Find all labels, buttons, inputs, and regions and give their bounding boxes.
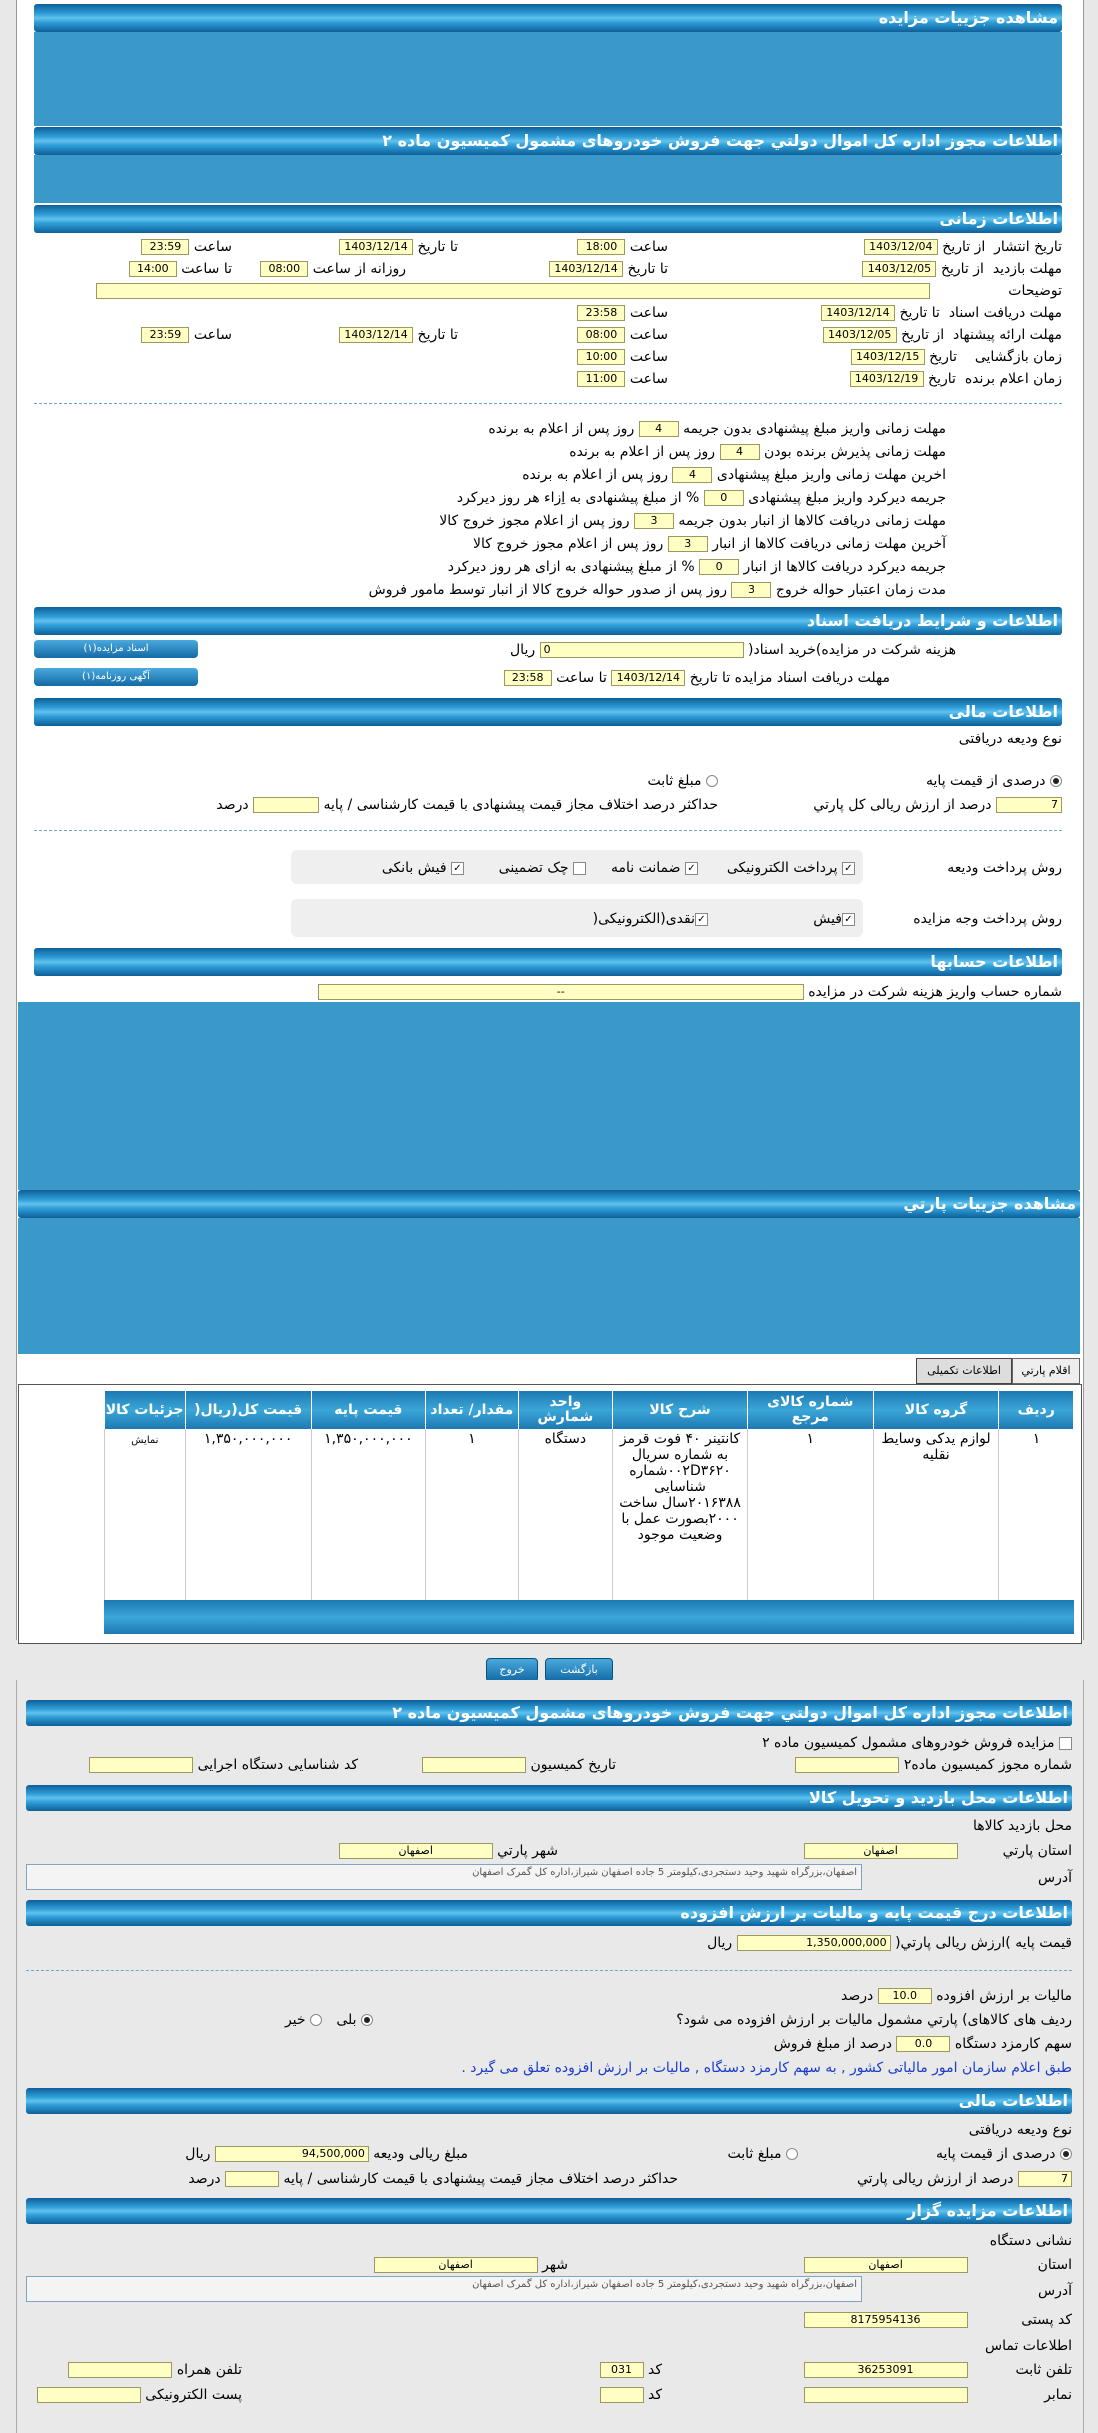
checkbox-icon[interactable]: ✓ [451,862,464,875]
table-cell: دستگاه [518,1429,613,1603]
row-exec-code: کد شناسایی دستگاه اجرایی [89,1757,358,1773]
doc-receive-date: 1403/12/14 [821,305,895,321]
row-max-diff: حداکثر درصد اختلاف مجاز قیمت پیشنهادی با قیمت کارشناسی / پایه درصد [216,797,718,813]
winner-time: 11:00 [577,371,625,387]
section-title-permit: اطلاعات مجوز اداره کل اموال دولتي جهت فروش خودروهای مشمول کمیسیون ماده ۲ [34,127,1062,155]
percent-radio[interactable] [1060,2148,1072,2160]
section-title-auction-details: مشاهده جزییات مزایده [34,4,1062,32]
column-header: قیمت پایه [311,1391,426,1429]
row-publish: تاریخ انتشار از تاریخ 1403/12/04 [864,239,1062,255]
bid-to-time: 23:59 [141,327,189,343]
auction-methods-box [291,899,863,937]
postal-field: 8175954136 [804,2312,968,2328]
row-visit-city: شهر پارتي اصفهان [339,1843,558,1859]
deadline-row: جریمه دیرکرد دریافت کالاها از انبار 0 % از مبلغ پیشنهادی به ازای هر روز دیرکرد [447,559,946,575]
organizer-address-title: نشانی دستگاه [989,2233,1072,2249]
blue-panel [18,1218,1080,1354]
row-commission-date: تاریخ کمیسیون [422,1757,616,1773]
mobile-field [68,2362,172,2378]
section-title-lot: مشاهده جزییات پارتي [18,1190,1080,1218]
table-row [105,1429,1074,1603]
doc-deadline-time: 23:58 [504,670,552,686]
contact-title: اطلاعات تماس [985,2338,1072,2354]
deadline-row: آخرین مهلت زمانی دریافت کالاها از انبار 3 روز پس از اعلام مجوز خروج کالا [473,536,946,552]
row-publish-to: تا تاریخ 1403/12/14 [339,239,458,255]
visit-address-label: آدرس [1038,1870,1072,1886]
table-header-row [105,1391,1074,1429]
winner-date: 1403/12/19 [850,371,924,387]
bid-to-date: 1403/12/14 [339,327,413,343]
section-title-organizer: اطلاعات مزایده گزار [26,2198,1072,2224]
row-doc-receive-deadline: مهلت دریافت اسناد مزایده تا تاریخ 1403/12/14 تا ساعت 23:58 [504,670,890,686]
bid-from-date: 1403/12/05 [823,327,897,343]
option-percent-2[interactable]: درصدی از قیمت پایه [936,2146,1072,2162]
org-province-field: اصفهان [804,2257,968,2273]
checkbox-icon[interactable]: ✓ [685,862,698,875]
checkbox-icon[interactable]: ✓ [695,913,708,926]
row-opening-time: ساعت 10:00 [577,349,668,365]
auction-pay-label: روش پرداخت وجه مزایده [913,911,1062,927]
percent-field-2: 7 [1018,2171,1072,2187]
deposit-type-label-2: نوع ودیعه دریافتی [968,2122,1072,2138]
table-cell: لوازم یدکی وسایط نقلیه [873,1429,999,1603]
row-winner-time: ساعت 11:00 [577,371,668,387]
table-cell: کانتینر ۴۰ فوت قرمز به شماره سریال ۰۰۲D۳۶۲۰شماره شناسایی ۲۰۱۶۳۸۸سال ساخت ۲۰۰۰بصورت عمل با وضعیت موجود [613,1429,748,1603]
opening-date: 1403/12/15 [851,349,925,365]
row-mobile: تلفن همراه [68,2362,242,2378]
row-base-price: قیمت پایه )ارزش ریالی پارتي( 1,350,000,000 ریال [707,1935,1072,1951]
row-visit-daily-to: تا ساعت 14:00 [129,261,232,277]
option-no[interactable]: خیر [285,2012,322,2028]
row-org-city: شهر اصفهان [374,2257,568,2273]
table-footer [104,1600,1074,1634]
row-phone: تلفن ثابت 36253091 [804,2362,1072,2378]
row-visit-to: تا تاریخ 1403/12/14 [549,261,668,277]
visit-city-field: اصفهان [339,1843,493,1859]
row-percent-2: 7 درصد از ارزش ریالی پارتي [857,2171,1072,2187]
deposit-method-electronic[interactable]: ✓ پرداخت الکترونیکی [727,860,855,876]
visit-address-field: اصفهان،بزرگراه شهید وحید دستجردی،کیلومتر 5 جاده اصفهان شیراز،اداره کل گمرک اصفهان [26,1864,862,1890]
row-fax-code: کد [600,2387,662,2403]
row-publish-time: ساعت 18:00 [577,239,668,255]
row-code: کد 031 [600,2362,662,2378]
back-button[interactable]: بازگشت [545,1658,613,1682]
tab-lot-items[interactable]: اقلام پارتي [1012,1358,1080,1384]
column-header: شرح کالا [613,1391,748,1429]
row-permit-checkbox[interactable]: مزایده فروش خودروهای مشمول کمیسیون ماده ۲ [762,1735,1072,1751]
row-vat-question: ردیف های کالاهای) پارتي مشمول مالیات بر ارزش افزوده می شود؟ [676,2012,1072,2028]
permit-no-field [795,1757,899,1773]
checkbox-icon[interactable] [573,862,586,875]
column-header: جزئیات کالا [105,1391,186,1429]
checkbox-icon[interactable]: ✓ [842,862,855,875]
checkbox-icon[interactable]: ✓ [842,913,855,926]
auction-docs-button[interactable]: اسناد مزایده(۱) [34,640,198,658]
section-title-visit: اطلاعات محل بازدید و تحویل کالا [26,1785,1072,1811]
account-field: -- [318,984,804,1000]
row-permit-no: شماره مجوز کمیسیون ماده۲ [795,1757,1072,1773]
auction-method-cash[interactable]: ✓نقدی(الکترونیکی( [593,911,708,927]
vat-field: 10.0 [878,1988,932,2004]
row-notes: توضیحات [96,283,1062,299]
commission-field: 0.0 [896,2036,950,2052]
column-header: واحد شمارش [518,1391,613,1429]
max-diff-field [253,797,319,813]
fax-field [804,2387,968,2403]
column-header: گروه کالا [873,1391,999,1429]
code-field: 031 [600,2362,644,2378]
auction-method-receipt[interactable]: ✓فیش [813,911,855,927]
deadline-row: مهلت زمانی واریز مبلغ پیشنهادی بدون جریمه 4 روز پس از اعلام به برنده [488,421,946,437]
deadline-value-field: 0 [699,559,739,575]
row-postal: کد پستی 8175954136 [804,2312,1072,2328]
deadline-row: اخرین مهلت زمانی واریز مبلغ پیشنهادی 4 روز پس از اعلام به برنده [522,467,946,483]
row-winner: زمان اعلام برنده تاریخ 1403/12/19 [850,371,1062,387]
section-title-time: اطلاعات زمانی [34,205,1062,233]
blue-panel [34,155,1062,203]
deadline-row: مهلت زمانی دریافت کالاها از انبار بدون جریمه 3 روز پس از اعلام مجوز خروج کالا [439,513,946,529]
deadline-value-field: 4 [672,467,712,483]
newspaper-ad-button[interactable]: آگهی روزنامه(۱) [34,668,198,686]
deposit-method-cheque[interactable]: چک تضمینی [499,860,586,876]
row-account: شماره حساب واریز هزینه شرکت در مزایده -- [318,984,1062,1000]
table-body [105,1429,1074,1603]
table-cell: ۱ [999,1429,1074,1603]
row-fax: نمابر [804,2387,1072,2403]
publish-from-date: 1403/12/04 [864,239,938,255]
org-city-field: اصفهان [374,2257,538,2273]
doc-receive-time: 23:58 [577,305,625,321]
deadline-value-field: 3 [634,513,674,529]
table-cell: ۱ [747,1429,873,1603]
notes-field [96,283,930,299]
fixed-radio[interactable] [786,2148,798,2160]
deposit-type-label: نوع ودیعه دریافتی [958,731,1062,747]
option-percent[interactable]: درصدی از قیمت پایه [926,773,1062,789]
section-title-docs: اطلاعات و شرایط دریافت اسناد [34,607,1062,635]
row-visit-daily: روزانه از ساعت 08:00 [260,261,406,277]
deposit-method-guarantee[interactable]: ✓ ضمانت نامه [611,860,698,876]
checkbox-icon[interactable] [1059,1737,1072,1750]
deposit-amount-field: 94,500,000 [215,2146,369,2162]
vat-notice: طبق اعلام سازمان امور مالیاتی کشور , به سهم کارمزد دستگاه , مالیات بر ارزش افزوده تعلق می گیرد . [461,2060,1072,2076]
column-header: شماره کالای مرجع [747,1391,873,1429]
column-header: قیمت کل(ریال( [185,1391,311,1429]
org-address-label: آدرس [1038,2283,1072,2299]
deadline-row: جریمه دیرکرد واریز مبلغ پیشنهادی 0 % از مبلغ پیشنهادی به اِزاء هر روز دیرکرد [456,490,946,506]
option-yes[interactable]: بلی [336,2012,373,2028]
column-header: ردیف [999,1391,1074,1429]
row-bid-to-time: ساعت 23:59 [141,327,232,343]
row-publish-to-time: ساعت 23:59 [141,239,232,255]
yes-radio[interactable] [361,2014,373,2026]
lot-items-table [104,1391,1074,1603]
base-price-field: 1,350,000,000 [737,1935,891,1951]
row-visit-province: استان پارتي اصفهان [804,1843,1072,1859]
table-cell: ۱,۳۵۰,۰۰۰,۰۰۰ [311,1429,426,1603]
table-cell: ۱,۳۵۰,۰۰۰,۰۰۰ [185,1429,311,1603]
tab-extra-info[interactable]: اطلاعات تکمیلی [916,1358,1012,1384]
section-title-accounts: اطلاعات حسابها [34,948,1062,976]
deadline-value-field: 4 [639,421,679,437]
row-max-diff-2: حداکثر درصد اختلاف مجاز قیمت پیشنهادی با قیمت کارشناسی / پایه درصد [188,2171,678,2187]
percent-radio[interactable] [1050,775,1062,787]
publish-to-date: 1403/12/14 [339,239,413,255]
column-header: مقدار/ تعداد [426,1391,518,1429]
deadline-row: مدت زمان اعتبار حواله خروج 3 روز پس از صدور حواله خروج کالا از انبار توسط مامور فروش [368,582,946,598]
doc-fee-field: 0 [540,642,744,658]
doc-deadline-date: 1403/12/14 [611,670,685,686]
divider [34,403,1062,404]
blue-panel [34,32,1062,126]
row-percent: 7 درصد از ارزش ریالی کل پارتي [813,797,1062,813]
deposit-pay-label: روش پرداخت ودیعه [947,860,1062,876]
row-bid-time: ساعت 08:00 [577,327,668,343]
section-title-financial: اطلاعات مالی [34,698,1062,726]
max-diff-field-2 [225,2171,279,2187]
divider [26,1970,1072,1971]
blue-panel [18,1002,1080,1190]
row-bid-submit: مهلت ارائه پیشنهاد از تاریخ 1403/12/05 [823,327,1062,343]
fixed-radio[interactable] [706,775,718,787]
row-doc-fee: هزینه شرکت در مزایده)خرید اسناد( 0 ریال [510,642,956,658]
row-doc-receive-time: ساعت 23:58 [577,305,668,321]
visit-to-date: 1403/12/14 [549,261,623,277]
section-title-permit-2: اطلاعات مجوز اداره کل اموال دولتي جهت فروش خودروهای مشمول کمیسیون ماده ۲ [26,1700,1072,1726]
row-visit: مهلت بازدید از تاریخ 1403/12/05 [862,261,1062,277]
deadline-row: مهلت زمانی پذیرش برنده بودن 4 روز پس از اعلام به برنده [569,444,946,460]
opening-time: 10:00 [577,349,625,365]
table-cell [105,1429,186,1603]
no-radio[interactable] [310,2014,322,2026]
show-details-link[interactable]: نمایش [131,1435,159,1446]
option-fixed[interactable]: مبلغ ثابت [647,773,718,789]
section-title-price: اطلاعات درج قیمت پایه و مالیات بر ارزش افزوده [26,1900,1072,1926]
row-bid-to: تا تاریخ 1403/12/14 [339,327,458,343]
row-email: پست الکترونیکی [37,2387,242,2403]
deadline-value-field: 0 [704,490,744,506]
row-opening: زمان بازگشایی تاریخ 1403/12/15 [851,349,1062,365]
divider [34,830,1062,831]
org-address-field: اصفهان،بزرگراه شهید وحید دستجردی،کیلومتر 5 جاده اصفهان شیراز،اداره کل گمرک اصفهان [26,2276,862,2302]
publish-to-time: 23:59 [141,239,189,255]
visit-from-date: 1403/12/05 [862,261,936,277]
row-deposit-amount: مبلغ ریالی ودیعه 94,500,000 ریال [185,2146,468,2162]
section-title-financial-2: اطلاعات مالی [26,2088,1072,2114]
option-fixed-2[interactable]: مبلغ ثابت [727,2146,798,2162]
visit-place-label: محل بازدید کالاها [972,1818,1072,1834]
table-cell: ۱ [426,1429,518,1603]
deadline-value-field: 4 [720,444,760,460]
exec-code-field [89,1757,193,1773]
exit-button[interactable]: خروج [486,1658,538,1682]
row-org-province: استان اصفهان [804,2257,1072,2273]
percent-field: 7 [996,797,1062,813]
deposit-method-receipt[interactable]: ✓ فیش بانکی [382,860,464,876]
commission-date-field [422,1757,526,1773]
phone-field: 36253091 [804,2362,968,2378]
visit-province-field: اصفهان [804,1843,958,1859]
publish-from-time: 18:00 [577,239,625,255]
row-commission: سهم کارمزد دستگاه 0.0 درصد از مبلغ فروش [773,2036,1072,2052]
row-vat: مالیات بر ارزش افزوده 10.0 درصد [841,1988,1072,2004]
bid-from-time: 08:00 [577,327,625,343]
email-field [37,2387,141,2403]
visit-daily-to: 14:00 [129,261,177,277]
fax-code-field [600,2387,644,2403]
row-doc-receive: مهلت دریافت اسناد تا تاریخ 1403/12/14 [821,305,1062,321]
visit-daily-from: 08:00 [260,261,308,277]
deadline-value-field: 3 [731,582,771,598]
deadline-value-field: 3 [668,536,708,552]
